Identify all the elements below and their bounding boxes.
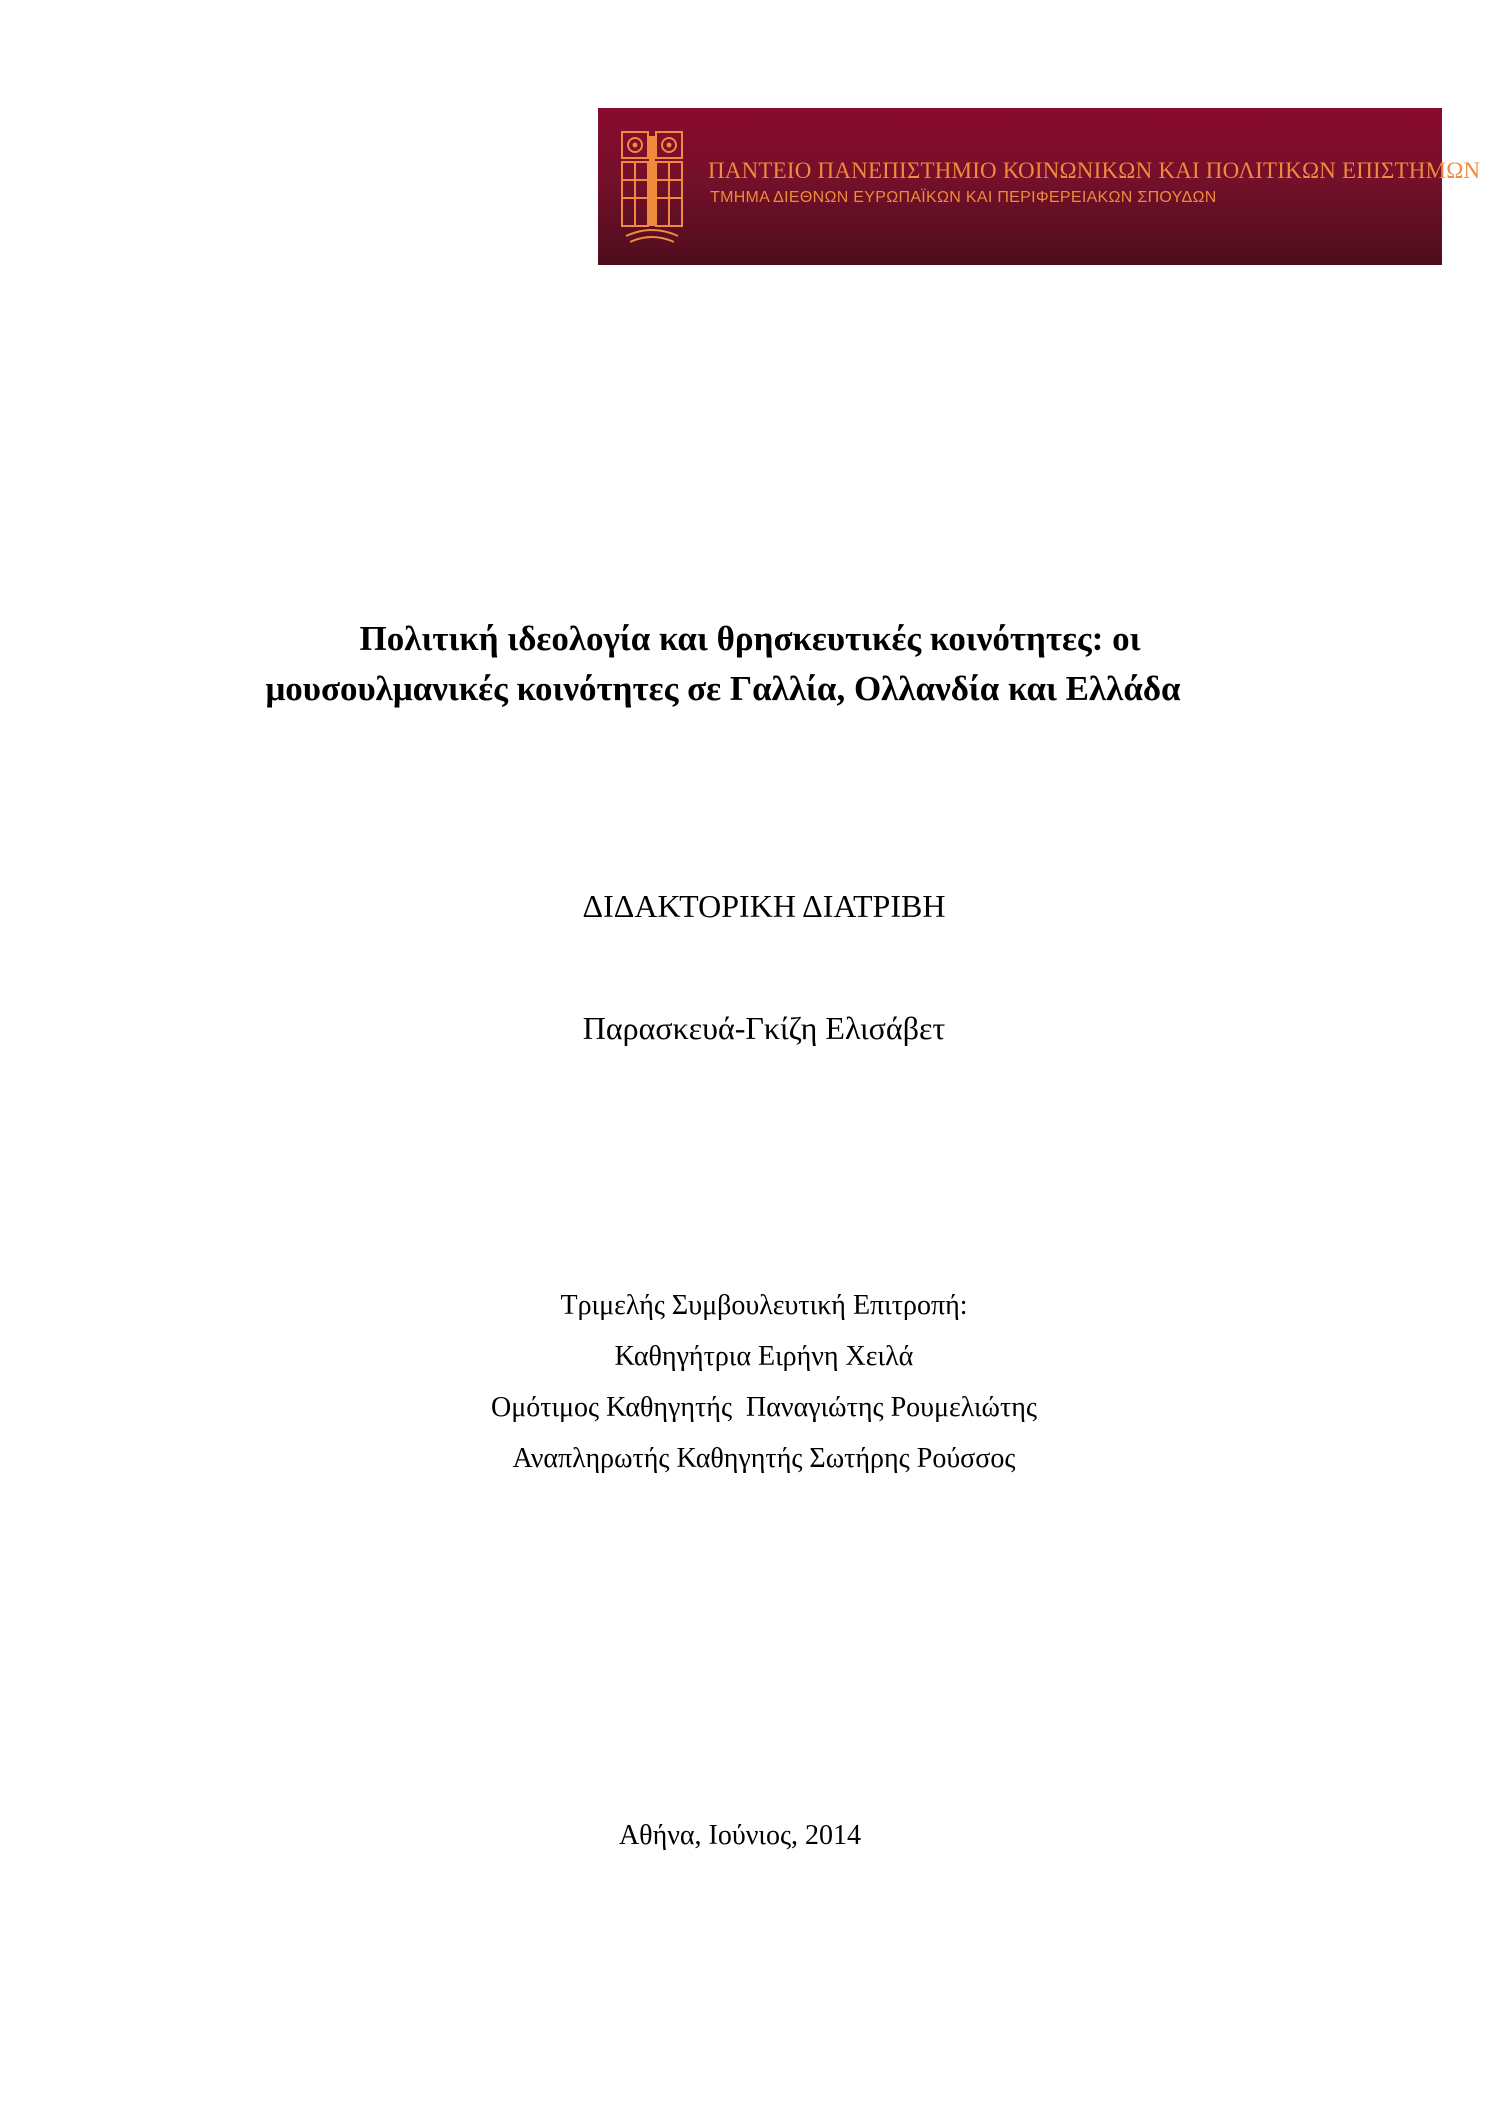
thesis-title [100, 614, 1400, 714]
committee-member: Καθηγήτρια Ειρήνη Χειλά [614, 1341, 914, 1372]
thesis-title-line-2: μουσουλμανικές κοινότητες σε Γαλλία, Ολλανδία και Ελλάδα [265, 669, 1181, 708]
university-seal-icon [618, 128, 686, 246]
department-name: ΤΜΗΜΑ ΔΙΕΘΝΩΝ ΕΥΡΩΠΑΪΚΩΝ ΚΑΙ ΠΕΡΙΦΕΡΕΙΑΚΩΝ ΣΠΟΥΔΩΝ [710, 189, 1217, 206]
document-type: ΔΙΔΑΚΤΟΡΙΚΗ ΔΙΑΤΡΙΒΗ [582, 888, 946, 924]
university-name: ΠΑΝΤΕΙΟ ΠΑΝΕΠΙΣΤΗΜΙΟ ΚΟΙΝΩΝΙΚΩΝ ΚΑΙ ΠΟΛΙΤΙΚΩΝ ΕΠΙΣΤΗΜΩΝ [708, 158, 1481, 183]
thesis-title-line-1: Πολιτική ιδεολογία και θρησκευτικές κοινότητες: οι [359, 619, 1141, 658]
author-name: Παρασκευά-Γκίζη Ελισάβετ [582, 1010, 946, 1046]
committee-member: Ομότιμος Καθηγητής Παναγιώτης Ρουμελιώτης [491, 1392, 1037, 1423]
committee-heading: Τριμελής Συμβουλευτική Επιτροπή: [560, 1290, 968, 1321]
place-and-date: Αθήνα, Ιούνιος, 2014 [618, 1820, 862, 1851]
university-banner [598, 108, 1481, 265]
committee-member: Αναπληρωτής Καθηγητής Σωτήρης Ρούσσος [512, 1443, 1016, 1474]
advisory-committee [0, 1280, 1489, 1484]
